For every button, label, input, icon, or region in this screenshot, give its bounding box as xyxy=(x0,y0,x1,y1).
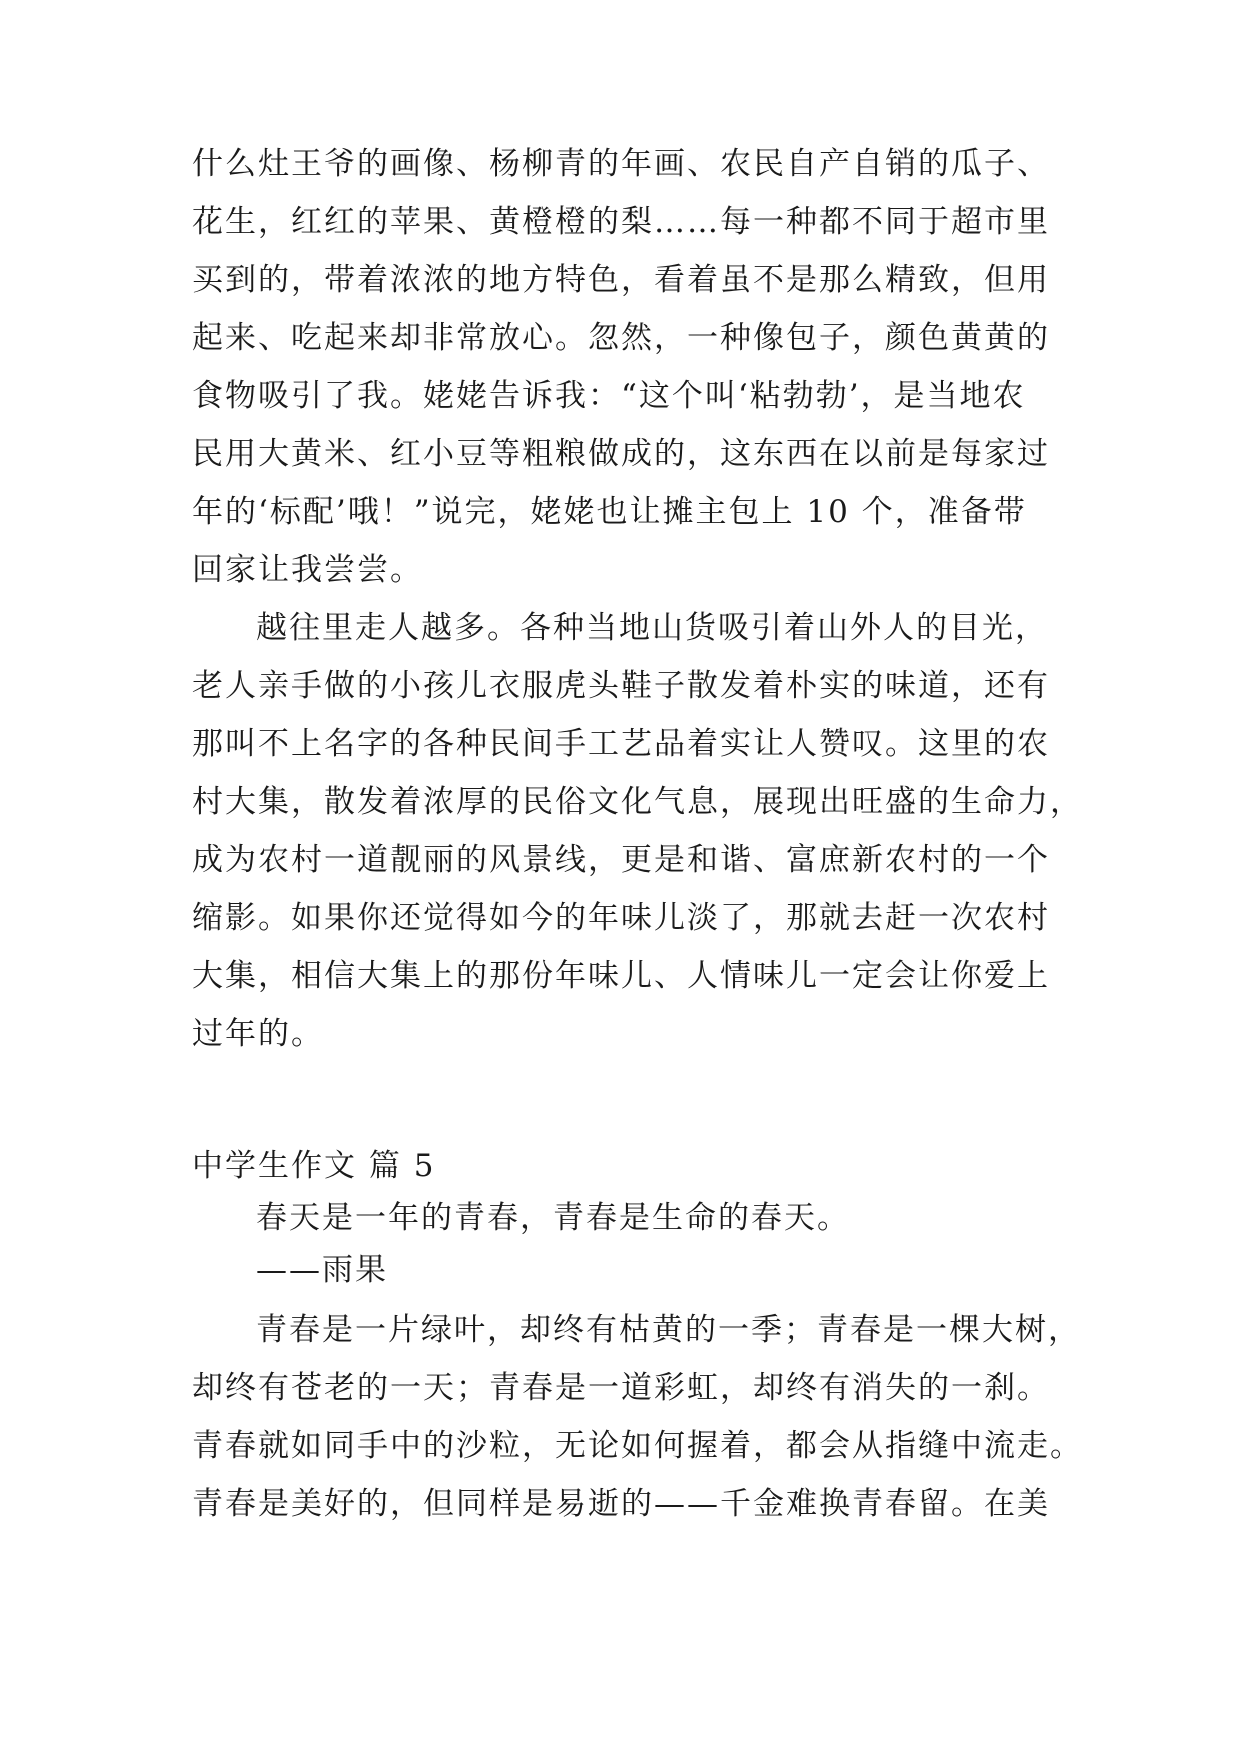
text-line: 那叫不上名字的各种民间手工艺品着实让人赞叹。这里的农 xyxy=(192,726,1050,762)
text-line: 起来、吃起来却非常放心。忽然，一种像包子，颜色黄黄的 xyxy=(192,320,1050,356)
text-line: 年的‘标配’哦！”说完，姥姥也让摊主包上 10 个，准备带 xyxy=(192,494,1027,530)
text-line: 青春是一片绿叶，却终有枯黄的一季；青春是一棵大树， xyxy=(256,1312,1081,1348)
paragraph-youth xyxy=(192,1301,1083,1533)
epigraph-quote: 春天是一年的青春，青春是生命的春天。 xyxy=(256,1200,850,1236)
text-line: 缩影。如果你还觉得如今的年味儿淡了，那就去赶一次农村 xyxy=(192,900,1050,936)
text-line: 回家让我尝尝。 xyxy=(192,552,423,588)
text-line: 村大集，散发着浓厚的民俗文化气息，展现出旺盛的生命力， xyxy=(192,784,1083,820)
text-line: 过年的。 xyxy=(192,1016,324,1052)
paragraph-market-crowd xyxy=(192,599,1083,1063)
text-line: 青春就如同手中的沙粒，无论如何握着，都会从指缝中流走。 xyxy=(192,1428,1083,1464)
text-line: 成为农村一道靓丽的风景线，更是和谐、富庶新农村的一个 xyxy=(192,842,1050,878)
text-line: 老人亲手做的小孩儿衣服虎头鞋子散发着朴实的味道，还有 xyxy=(192,668,1050,704)
text-line: 却终有苍老的一天；青春是一道彩虹，却终有消失的一刹。 xyxy=(192,1370,1050,1406)
text-line: 民用大黄米、红小豆等粗粮做成的，这东西在以前是每家过 xyxy=(192,436,1050,472)
essay-section xyxy=(192,1140,1072,1296)
epigraph-author: ——雨果 xyxy=(256,1252,388,1288)
text-line: 大集，相信大集上的那份年味儿、人情味儿一定会让你爱上 xyxy=(192,958,1050,994)
text-line: 花生，红红的苹果、黄橙橙的梨……每一种都不同于超市里 xyxy=(192,204,1050,240)
text-line: 买到的，带着浓浓的地方特色，看着虽不是那么精致，但用 xyxy=(192,262,1050,298)
text-line: 食物吸引了我。姥姥告诉我：“这个叫‘粘勃勃’，是当地农 xyxy=(192,378,1026,414)
section-heading: 中学生作文 篇 5 xyxy=(192,1148,436,1184)
text-line: 青春是美好的，但同样是易逝的——千金难换青春留。在美 xyxy=(192,1486,1050,1522)
text-line: 什么灶王爷的画像、杨柳青的年画、农民自产自销的瓜子、 xyxy=(192,146,1050,182)
paragraph-market-foods xyxy=(192,135,1072,599)
text-line: 越往里走人越多。各种当地山货吸引着山外人的目光， xyxy=(256,610,1048,646)
